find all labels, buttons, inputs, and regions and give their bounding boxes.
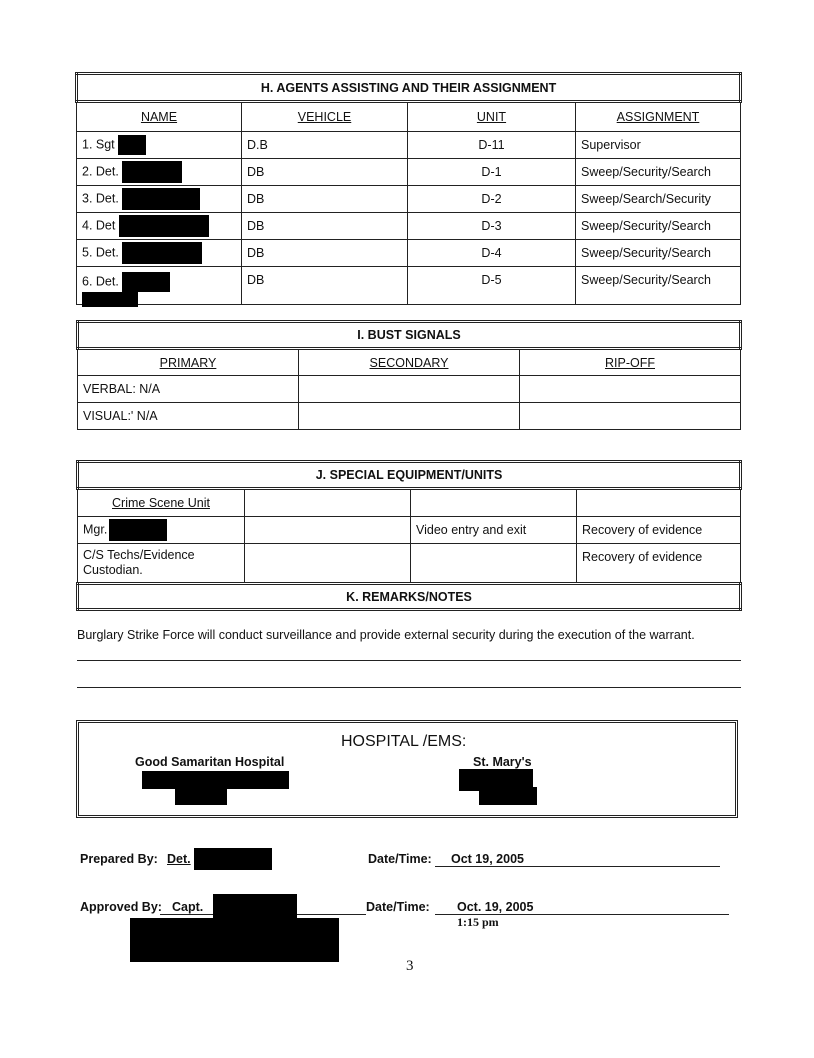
signal-visual: VISUAL:' N/A xyxy=(78,403,299,430)
signal-verbal: VERBAL: N/A xyxy=(78,376,299,403)
prepared-date-label: Date/Time: xyxy=(368,852,432,866)
redaction xyxy=(213,894,297,920)
approved-time: 1:15 pm xyxy=(457,915,499,929)
approved-label: Approved By: xyxy=(80,900,162,914)
equipment-unit: Crime Scene Unit xyxy=(78,489,245,517)
table-row xyxy=(77,240,741,267)
equipment-purpose: Recovery of evidence xyxy=(577,544,741,584)
equipment-cell xyxy=(577,489,741,517)
prepared-value: Det. xyxy=(167,852,191,866)
equipment-cell xyxy=(245,517,411,544)
agent-vehicle: DB xyxy=(242,267,408,305)
section-j-title: J. SPECIAL EQUIPMENT/UNITS xyxy=(78,462,741,489)
redaction xyxy=(175,787,227,805)
agent-unit: D-3 xyxy=(408,213,576,240)
agent-unit: D-2 xyxy=(408,186,576,213)
hospital-box xyxy=(76,720,738,818)
agent-unit: D-5 xyxy=(408,267,576,305)
redaction xyxy=(130,918,339,962)
agent-unit: D-11 xyxy=(408,132,576,159)
redaction xyxy=(479,787,537,805)
bust-signals-table xyxy=(76,320,742,430)
agent-vehicle: D.B xyxy=(242,132,408,159)
section-k-title: K. REMARKS/NOTES xyxy=(78,584,741,610)
agent-assignment: Sweep/Search/Security xyxy=(576,186,741,213)
agent-assignment: Supervisor xyxy=(576,132,741,159)
agent-assignment: Sweep/Security/Search xyxy=(576,159,741,186)
table-row xyxy=(77,186,741,213)
approved-date: Oct. 19, 2005 xyxy=(457,900,534,914)
agent-assignment: Sweep/Security/Search xyxy=(576,267,741,305)
approved-value: Capt. xyxy=(172,900,204,914)
equipment-cell xyxy=(245,489,411,517)
agent-assignment: Sweep/Security/Search xyxy=(576,213,741,240)
section-i-title: I. BUST SIGNALS xyxy=(78,322,741,349)
table-row xyxy=(78,544,741,584)
prepared-date: Oct 19, 2005 xyxy=(451,852,524,866)
redaction xyxy=(118,135,146,155)
col-rip-off: RIP-OFF xyxy=(520,349,741,376)
agent-vehicle: DB xyxy=(242,240,408,267)
col-vehicle: VEHICLE xyxy=(242,102,408,132)
remarks-line xyxy=(77,660,741,661)
page-number: 3 xyxy=(406,958,414,974)
table-row xyxy=(77,132,741,159)
agent-vehicle: DB xyxy=(242,159,408,186)
col-secondary: SECONDARY xyxy=(299,349,520,376)
table-row xyxy=(78,517,741,544)
table-row xyxy=(77,159,741,186)
agent-unit: D-1 xyxy=(408,159,576,186)
signal-cell xyxy=(299,403,520,430)
table-row xyxy=(77,213,741,240)
agent-assignment: Sweep/Security/Search xyxy=(576,240,741,267)
remarks-line xyxy=(77,687,741,688)
equipment-purpose: Video entry and exit xyxy=(411,517,577,544)
table-row xyxy=(77,267,741,305)
table-row xyxy=(78,376,741,403)
redaction xyxy=(122,188,200,210)
agent-vehicle: DB xyxy=(242,186,408,213)
table-row xyxy=(78,489,741,517)
signal-cell xyxy=(299,376,520,403)
section-h-title: H. AGENTS ASSISTING AND THEIR ASSIGNMENT xyxy=(77,74,741,102)
hospital-title: HOSPITAL /EMS: xyxy=(341,733,467,750)
agents-table xyxy=(75,72,742,305)
equipment-cell xyxy=(245,544,411,584)
equipment-cell xyxy=(411,489,577,517)
signal-cell xyxy=(520,376,741,403)
agent-name: 5. Det. xyxy=(82,245,119,260)
redaction xyxy=(82,292,138,307)
agent-name: 3. Det. xyxy=(82,191,119,206)
redaction xyxy=(122,272,170,292)
special-equipment-table xyxy=(76,460,742,611)
equipment-techs: C/S Techs/Evidence Custodian. xyxy=(78,544,245,584)
prepared-date-line xyxy=(435,866,720,867)
col-name: NAME xyxy=(77,102,242,132)
table-row xyxy=(78,403,741,430)
equipment-mgr: Mgr. xyxy=(83,522,108,537)
redaction xyxy=(194,848,272,870)
agent-name: 4. Det xyxy=(82,218,116,233)
hospital-left: Good Samaritan Hospital xyxy=(135,755,285,769)
redaction xyxy=(122,242,202,264)
agent-name: 2. Det. xyxy=(82,164,119,179)
approved-date-label: Date/Time: xyxy=(366,900,430,914)
col-unit: UNIT xyxy=(408,102,576,132)
redaction xyxy=(119,215,209,237)
redaction xyxy=(109,519,167,541)
col-assignment: ASSIGNMENT xyxy=(576,102,741,132)
equipment-purpose: Recovery of evidence xyxy=(577,517,741,544)
agent-unit: D-4 xyxy=(408,240,576,267)
equipment-cell xyxy=(411,544,577,584)
prepared-label: Prepared By: xyxy=(80,852,158,866)
agent-vehicle: DB xyxy=(242,213,408,240)
hospital-right: St. Mary's xyxy=(473,755,532,769)
redaction xyxy=(122,161,182,183)
remarks-text: Burglary Strike Force will conduct surveillance and provide external security during the execution of the warrant. xyxy=(77,628,695,642)
agent-name: 6. Det. xyxy=(82,274,119,289)
col-primary: PRIMARY xyxy=(78,349,299,376)
signal-cell xyxy=(520,403,741,430)
agent-name: 1. Sgt xyxy=(82,137,115,152)
